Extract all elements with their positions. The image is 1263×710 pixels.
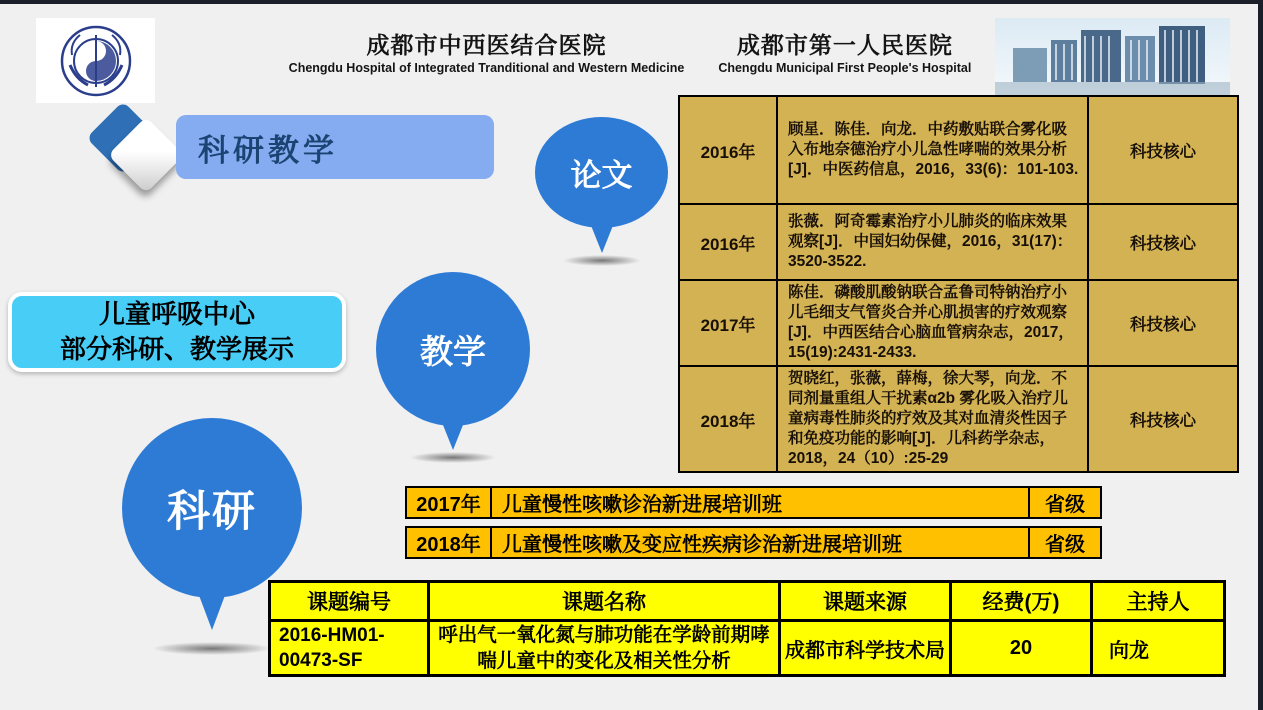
hospital-building-icon bbox=[995, 18, 1230, 96]
projects-header-source: 课题来源 bbox=[780, 582, 951, 621]
hospital-1-name-cn: 成都市中西医结合医院 bbox=[366, 32, 607, 58]
training-level-cell: 省级 bbox=[1045, 534, 1085, 556]
teaching-bubble-shadow bbox=[410, 452, 496, 463]
projects-header-id: 课题编号 bbox=[270, 582, 429, 621]
projects-header-fund: 经费(万) bbox=[951, 582, 1092, 621]
papers-bubble-label: 论文 bbox=[535, 117, 668, 228]
teaching-bubble-pointer-icon bbox=[441, 420, 465, 450]
projects-header-row bbox=[270, 582, 1225, 621]
paper-row bbox=[679, 366, 1238, 472]
paper-level-cell: 科技核心 bbox=[1088, 96, 1238, 204]
window-edge-top bbox=[0, 0, 1263, 4]
banner-line-1: 儿童呼吸中心 bbox=[98, 299, 255, 329]
hospital-emblem-icon bbox=[50, 21, 142, 101]
banner-line-2: 部分科研、教学展示 bbox=[59, 334, 294, 364]
paper-citation-cell: 贺晓红，张薇，薛梅，徐大琴，向龙．不同剂量重组人干扰素α2b 雾化吸入治疗儿童病毒性肺炎的疗效及其对血清炎性因子和免疫功能的影响[J]．儿科药学杂志，2018，24（10）:25-29 bbox=[777, 366, 1088, 472]
research-bubble-shadow bbox=[152, 642, 272, 655]
training-row bbox=[405, 486, 1102, 519]
training-level-cell: 省级 bbox=[1045, 494, 1085, 516]
hospital-logo bbox=[36, 18, 155, 103]
teaching-bubble bbox=[376, 272, 530, 426]
teaching-bubble-label: 教学 bbox=[376, 272, 530, 426]
project-name-cell: 呼出气一氧化氮与肺功能在学龄前期哮喘儿童中的变化及相关性分析 bbox=[429, 621, 780, 676]
paper-citation-cell: 张薇．阿奇霉素治疗小儿肺炎的临床效果观察[J]．中国妇幼保健，2016，31(17)：3520-3522. bbox=[777, 204, 1088, 280]
research-bubble bbox=[122, 418, 302, 598]
papers-bubble-pointer-icon bbox=[590, 223, 614, 253]
project-id-cell: 2016-HM01-00473-SF bbox=[270, 621, 429, 676]
training-row bbox=[405, 526, 1102, 559]
project-source-cell: 成都市科学技术局 bbox=[780, 621, 951, 676]
header-titles bbox=[190, 30, 1070, 77]
paper-citation-cell: 顾星．陈佳．向龙．中药敷贴联合雾化吸入布地奈德治疗小儿急性哮喘的效果分析[J]．中医药信息，2016，33(6)：101-103. bbox=[777, 96, 1088, 204]
paper-row bbox=[679, 280, 1238, 366]
paper-year-cell: 2018年 bbox=[679, 366, 777, 472]
projects-table bbox=[268, 580, 1226, 677]
training-name-cell: 儿童慢性咳嗽诊治新进展培训班 bbox=[492, 488, 1030, 517]
research-bubble-pointer-icon bbox=[197, 590, 227, 630]
training-year-cell: 2018年 bbox=[407, 528, 492, 557]
paper-level-cell: 科技核心 bbox=[1088, 204, 1238, 280]
hospital-1-name-en: Chengdu Hospital of Integrated Tranditional and Western Medicine bbox=[288, 61, 685, 75]
section-tag bbox=[176, 115, 494, 179]
paper-level-cell: 科技核心 bbox=[1088, 366, 1238, 472]
training-year-cell: 2017年 bbox=[407, 488, 492, 517]
research-bubble-label: 科研 bbox=[122, 418, 302, 598]
projects-header-leader: 主持人 bbox=[1092, 582, 1225, 621]
paper-citation-cell: 陈佳．磷酸肌酸钠联合孟鲁司特钠治疗小儿毛细支气管炎合并心肌损害的疗效观察[J]．中西医结合心脑血管病杂志，2017，15(19):2431-2433. bbox=[777, 280, 1088, 366]
window-edge-right bbox=[1258, 0, 1263, 710]
papers-bubble bbox=[535, 117, 668, 228]
hospital-1 bbox=[289, 30, 685, 77]
section-tag-label: 科研教学 bbox=[198, 132, 338, 168]
paper-year-cell: 2016年 bbox=[679, 204, 777, 280]
papers-bubble-shadow bbox=[563, 255, 641, 266]
paper-row bbox=[679, 204, 1238, 280]
project-fund-cell: 20 bbox=[951, 621, 1092, 676]
paper-row bbox=[679, 96, 1238, 204]
training-name-cell: 儿童慢性咳嗽及变应性疾病诊治新进展培训班 bbox=[492, 528, 1030, 557]
paper-year-cell: 2017年 bbox=[679, 280, 777, 366]
project-leader-cell: 向龙 bbox=[1092, 621, 1225, 676]
hospital-building-photo bbox=[995, 18, 1230, 96]
hospital-2-name-en: Chengdu Municipal First People's Hospital bbox=[718, 61, 972, 75]
paper-level-cell: 科技核心 bbox=[1088, 280, 1238, 366]
center-title-banner bbox=[8, 292, 346, 372]
hospital-2 bbox=[718, 30, 971, 77]
projects-data-row bbox=[270, 621, 1225, 676]
papers-table bbox=[678, 95, 1239, 473]
projects-header-name: 课题名称 bbox=[429, 582, 780, 621]
hospital-2-name-cn: 成都市第一人民医院 bbox=[736, 32, 953, 58]
paper-year-cell: 2016年 bbox=[679, 96, 777, 204]
